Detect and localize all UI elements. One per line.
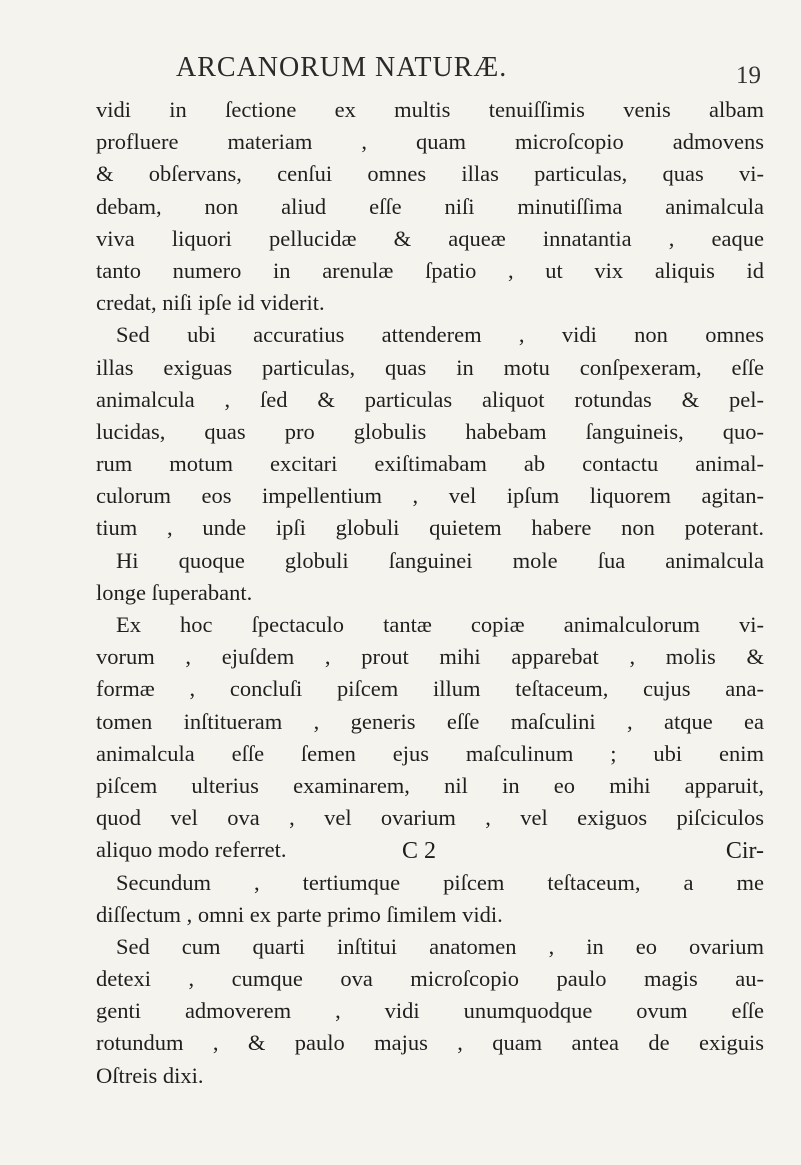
text-line: tomen inſtitueram , generis eſſe maſculini , atque ea — [96, 708, 764, 734]
text-line: profluere materiam , quam microſcopio admovens — [96, 129, 764, 155]
text-line: rotundum , & paulo majus , quam antea de exiguis — [96, 1030, 764, 1056]
text-line: aliquo modo referret. — [96, 837, 287, 863]
text-line: longe ſuperabant. — [96, 579, 253, 605]
text-line: culorum eos impellentium , vel ipſum liquorem agitan- — [96, 483, 764, 509]
text-line: quod vel ova , vel ovarium , vel exiguos piſciculos — [96, 805, 764, 831]
text-line: tanto numero in arenulæ ſpatio , ut vix aliquis id — [96, 257, 764, 283]
text-line: Sed ubi accuratius attenderem , vidi non omnes — [116, 322, 764, 348]
text-line: animalcula , ſed & particulas aliquot rotundas & pel- — [96, 386, 764, 412]
text-line: illas exiguas particulas, quas in motu conſpexeram, eſſe — [96, 354, 764, 380]
signature-mark: C 2 — [402, 838, 437, 864]
running-title: ARCANORUM NATURÆ. — [176, 52, 508, 83]
text-line: Ex hoc ſpectaculo tantæ copiæ animalculorum vi- — [116, 612, 764, 637]
page-number: 19 — [736, 62, 761, 89]
body-text — [96, 94, 764, 1092]
text-line: diſſectum , omni ex parte primo ſimilem vidi. — [96, 901, 503, 927]
text-line: piſcem ulterius examinarem, nil in eo mihi apparuit, — [96, 772, 764, 798]
text-line: Oſtreis dixi. — [96, 1062, 204, 1088]
text-line: lucidas, quas pro globulis habebam ſanguineis, quo- — [96, 418, 764, 444]
text-line: genti admoverem , vidi unumquodque ovum eſſe — [96, 998, 764, 1024]
page-header — [96, 52, 761, 92]
text-line: & obſervans, cenſui omnes illas particulas, quas vi- — [96, 161, 764, 187]
text-line: detexi , cumque ova microſcopio paulo magis au- — [96, 966, 764, 992]
text-line: tium , unde ipſi globuli quietem habere non poterant. — [96, 515, 764, 541]
text-line: rum motum excitari exiſtimabam ab contactu animal- — [96, 451, 764, 477]
text-line: credat, niſi ipſe id viderit. — [96, 290, 325, 316]
text-line: Secundum , tertiumque piſcem teſtaceum, a me — [116, 869, 764, 895]
catchword: Cir- — [725, 838, 764, 864]
text-line: Hi quoque globuli ſanguinei mole ſua animalcula — [116, 547, 764, 573]
text-line: viva liquori pellucidæ & aqueæ innatantia , eaque — [96, 225, 764, 251]
text-line: vorum , ejuſdem , prout mihi apparebat , molis & — [96, 644, 764, 670]
text-line: animalcula eſſe ſemen ejus maſculinum ; ubi enim — [96, 740, 764, 766]
text-line: vidi in ſectione ex multis tenuiſſimis venis albam — [96, 97, 764, 122]
text-line: debam, non aliud eſſe niſi minutiſſima animalcula — [96, 193, 764, 219]
text-line: Sed cum quarti inſtitui anatomen , in eo ovarium — [116, 933, 764, 959]
text-line: formæ , concluſi piſcem illum teſtaceum, cujus ana- — [96, 676, 764, 702]
page-footer — [96, 838, 764, 872]
